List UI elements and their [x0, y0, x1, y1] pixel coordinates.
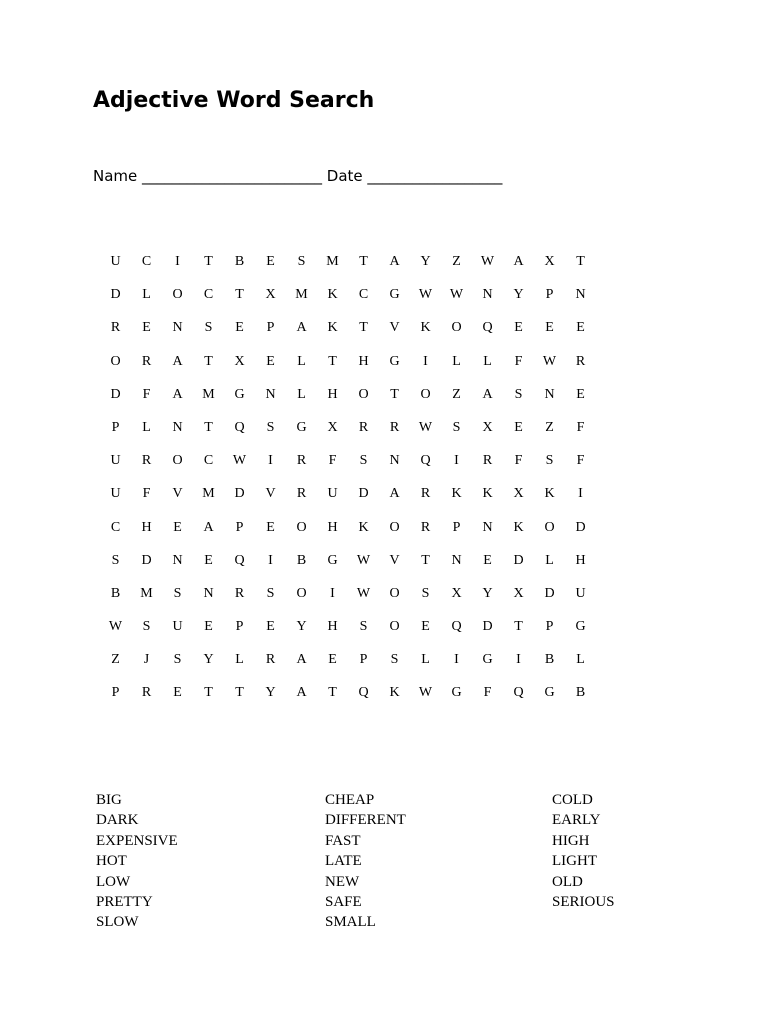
word-list-item: NEW — [325, 873, 360, 890]
grid-letter: L — [142, 419, 151, 435]
grid-letter: N — [203, 585, 214, 601]
grid-letter: H — [327, 386, 338, 402]
grid-letter: E — [266, 254, 275, 269]
grid-letter: R — [141, 685, 152, 701]
word-list-item: HIGH — [552, 832, 590, 849]
grid-letter: F — [514, 453, 523, 469]
grid-letter: S — [266, 585, 275, 601]
grid-letter: X — [544, 254, 555, 269]
grid-letter: F — [514, 353, 523, 369]
word-list-item: SAFE — [325, 894, 362, 911]
grid-letter: S — [514, 386, 523, 402]
grid-letter: O — [110, 353, 121, 369]
grid-letter: I — [175, 254, 180, 269]
grid-letter: Q — [234, 552, 245, 568]
grid-letter: W — [542, 353, 557, 369]
grid-letter: O — [389, 519, 400, 535]
grid-letter: D — [358, 486, 369, 502]
worksheet-title: Adjective Word Search — [93, 88, 375, 113]
grid-letter: E — [483, 552, 492, 568]
grid-letter: I — [268, 453, 273, 469]
grid-letter: X — [513, 585, 524, 601]
grid-letter: E — [142, 320, 151, 336]
grid-letter: V — [389, 320, 400, 336]
grid-letter: E — [576, 320, 585, 336]
grid-letter: A — [389, 486, 400, 502]
grid-letter: G — [544, 685, 555, 701]
grid-letter: O — [420, 386, 431, 402]
grid-letter: A — [172, 386, 183, 402]
grid-letter: O — [172, 453, 183, 469]
grid-letter: H — [358, 353, 369, 369]
grid-letter: T — [390, 386, 399, 402]
grid-letter: T — [204, 254, 213, 269]
grid-letter: M — [202, 386, 215, 402]
grid-letter: Q — [358, 685, 369, 701]
grid-letter: A — [513, 254, 524, 269]
grid-letter: G — [389, 287, 400, 303]
grid-letter: Y — [482, 585, 493, 601]
grid-letter: S — [173, 585, 182, 601]
grid-letter: R — [482, 453, 493, 469]
grid-letter: E — [204, 552, 213, 568]
grid-letter: M — [202, 486, 215, 502]
grid-letter: W — [108, 619, 123, 635]
grid-letter: C — [203, 287, 214, 303]
grid-letter: E — [235, 320, 244, 336]
word-list-item: EARLY — [552, 812, 601, 829]
grid-letter: P — [359, 652, 368, 668]
grid-letter: K — [327, 320, 338, 336]
grid-letter: F — [576, 419, 585, 435]
grid-letter: N — [172, 552, 183, 568]
grid-letter: I — [423, 353, 428, 369]
grid-letter: E — [514, 320, 523, 336]
grid-letter: S — [390, 652, 399, 668]
grid-letter: E — [576, 386, 585, 402]
grid-letter: K — [482, 486, 493, 502]
grid-letter: T — [514, 619, 523, 635]
grid-letter: T — [204, 353, 213, 369]
grid-letter: L — [235, 652, 244, 668]
grid-letter: S — [545, 453, 554, 469]
grid-letter: Y — [513, 287, 524, 303]
grid-letter: E — [173, 685, 182, 701]
grid-letter: U — [110, 254, 121, 269]
grid-letter: D — [110, 287, 121, 303]
grid-letter: B — [296, 552, 307, 568]
grid-letter: Q — [482, 320, 493, 336]
word-list-item: SERIOUS — [552, 894, 615, 911]
grid-letter: W — [356, 585, 371, 601]
grid-letter: K — [451, 486, 462, 502]
grid-letter: N — [172, 320, 183, 336]
grid-letter: T — [328, 685, 337, 701]
grid-letter: Q — [513, 685, 524, 701]
grid-letter: S — [173, 652, 182, 668]
grid-letter: H — [327, 619, 338, 635]
grid-letter: G — [296, 419, 307, 435]
grid-letter: D — [544, 585, 555, 601]
grid-letter: I — [454, 453, 459, 469]
grid-letter: R — [420, 486, 431, 502]
grid-letter: T — [235, 685, 244, 701]
grid-letter: O — [389, 619, 400, 635]
grid-letter: P — [452, 519, 461, 535]
word-list-item: SLOW — [96, 914, 139, 931]
grid-letter: C — [141, 254, 152, 269]
grid-letter: O — [389, 585, 400, 601]
grid-letter: G — [389, 353, 400, 369]
grid-letter: P — [235, 519, 244, 535]
grid-letter: E — [266, 619, 275, 635]
word-list-item: DARK — [96, 812, 139, 829]
grid-letter: T — [421, 552, 430, 568]
grid-letter: N — [265, 386, 276, 402]
grid-letter: W — [232, 453, 247, 469]
grid-letter: K — [358, 519, 369, 535]
grid-letter: I — [268, 552, 273, 568]
grid-letter: S — [297, 254, 306, 269]
grid-letter: R — [265, 652, 276, 668]
grid-letter: S — [359, 453, 368, 469]
grid-letter: P — [111, 685, 120, 701]
grid-letter: Y — [296, 619, 307, 635]
grid-letter: M — [140, 585, 153, 601]
grid-letter: S — [204, 320, 213, 336]
grid-letter: N — [482, 287, 493, 303]
grid-letter: Z — [545, 419, 554, 435]
grid-letter: D — [575, 519, 586, 535]
grid-letter: O — [296, 585, 307, 601]
grid-letter: K — [544, 486, 555, 502]
grid-letter: V — [265, 486, 276, 502]
word-list-item: LIGHT — [552, 853, 597, 870]
grid-letter: S — [452, 419, 461, 435]
word-list-item: COLD — [552, 792, 593, 808]
grid-letter: A — [389, 254, 400, 269]
grid-letter: W — [449, 287, 464, 303]
grid-letter: N — [544, 386, 555, 402]
grid-letter: F — [142, 386, 151, 402]
grid-letter: X — [327, 419, 338, 435]
grid-letter: N — [451, 552, 462, 568]
grid-letter: R — [575, 353, 586, 369]
grid-letter: C — [358, 287, 369, 303]
grid-letter: I — [516, 652, 521, 668]
grid-letter: L — [421, 652, 430, 668]
grid-letter: N — [575, 287, 586, 303]
grid-letter: X — [451, 585, 462, 601]
grid-letter: T — [359, 254, 368, 269]
grid-letter: G — [234, 386, 245, 402]
grid-letter: L — [545, 552, 554, 568]
grid-letter: H — [327, 519, 338, 535]
grid-letter: P — [235, 619, 244, 635]
grid-letter: A — [296, 652, 307, 668]
grid-letter: F — [576, 453, 585, 469]
grid-letter: G — [575, 619, 586, 635]
grid-letter: D — [234, 486, 245, 502]
grid-letter: Z — [452, 254, 461, 269]
grid-letter: R — [141, 353, 152, 369]
grid-letter: Q — [451, 619, 462, 635]
word-list-item: EXPENSIVE — [96, 832, 178, 849]
grid-letter: W — [356, 552, 371, 568]
grid-letter: E — [173, 519, 182, 535]
grid-letter: X — [513, 486, 524, 502]
word-list-item: CHEAP — [325, 792, 375, 808]
letter-grid — [100, 250, 596, 715]
grid-letter: S — [142, 619, 151, 635]
grid-letter: X — [482, 419, 493, 435]
grid-letter: F — [483, 685, 492, 701]
grid-letter: G — [327, 552, 338, 568]
grid-letter: M — [326, 254, 339, 269]
word-list-item: OLD — [552, 873, 583, 890]
grid-letter: L — [142, 287, 151, 303]
grid-letter: E — [514, 419, 523, 435]
grid-letter: U — [110, 486, 121, 502]
grid-letter: R — [358, 419, 369, 435]
grid-letter: W — [480, 254, 495, 269]
grid-letter: B — [575, 685, 586, 701]
word-list-item: DIFFERENT — [325, 812, 406, 829]
grid-letter: T — [576, 254, 585, 269]
grid-letter: C — [110, 519, 121, 535]
grid-letter: B — [234, 254, 245, 269]
grid-letter: F — [328, 453, 337, 469]
grid-letter: A — [172, 353, 183, 369]
grid-letter: Q — [234, 419, 245, 435]
grid-letter: R — [141, 453, 152, 469]
grid-letter: W — [418, 287, 433, 303]
grid-letter: E — [266, 353, 275, 369]
grid-letter: U — [172, 619, 183, 635]
grid-letter: E — [545, 320, 554, 336]
grid-letter: L — [297, 353, 306, 369]
grid-letter: T — [328, 353, 337, 369]
word-list-item: BIG — [96, 792, 122, 808]
grid-letter: L — [483, 353, 492, 369]
grid-letter: R — [296, 486, 307, 502]
grid-letter: P — [266, 320, 275, 336]
grid-letter: W — [418, 419, 433, 435]
grid-letter: R — [420, 519, 431, 535]
grid-letter: V — [172, 486, 183, 502]
grid-letter: Z — [111, 652, 120, 668]
grid-letter: B — [544, 652, 555, 668]
grid-letter: J — [143, 652, 150, 668]
grid-letter: T — [204, 685, 213, 701]
grid-letter: U — [327, 486, 338, 502]
grid-letter: A — [296, 320, 307, 336]
word-list-item: PRETTY — [96, 894, 153, 911]
grid-letter: Y — [265, 685, 276, 701]
grid-letter: S — [421, 585, 430, 601]
word-list-item: LOW — [96, 873, 131, 890]
grid-letter: D — [141, 552, 152, 568]
grid-letter: P — [545, 619, 554, 635]
grid-letter: A — [203, 519, 214, 535]
grid-letter: N — [389, 453, 400, 469]
grid-letter: R — [234, 585, 245, 601]
grid-letter: Z — [452, 386, 461, 402]
grid-letter: G — [451, 685, 462, 701]
grid-letter: V — [389, 552, 400, 568]
word-list-item: SMALL — [325, 914, 376, 931]
grid-letter: P — [111, 419, 120, 435]
grid-letter: X — [265, 287, 276, 303]
grid-letter: A — [296, 685, 307, 701]
grid-letter: C — [203, 453, 214, 469]
grid-letter: I — [578, 486, 583, 502]
word-list-item: HOT — [96, 853, 127, 870]
grid-letter: H — [141, 519, 152, 535]
grid-letter: S — [359, 619, 368, 635]
grid-letter: G — [482, 652, 493, 668]
grid-letter: H — [575, 552, 586, 568]
grid-letter: O — [544, 519, 555, 535]
grid-letter: O — [451, 320, 462, 336]
word-list-item: FAST — [325, 832, 361, 849]
grid-letter: E — [421, 619, 430, 635]
grid-letter: P — [545, 287, 554, 303]
grid-letter: E — [328, 652, 337, 668]
grid-letter: W — [418, 685, 433, 701]
grid-letter: X — [234, 353, 245, 369]
grid-letter: K — [420, 320, 431, 336]
grid-letter: I — [454, 652, 459, 668]
grid-letter: R — [389, 419, 400, 435]
grid-letter: D — [513, 552, 524, 568]
word-list-item: LATE — [325, 853, 362, 870]
grid-letter: O — [172, 287, 183, 303]
grid-letter: L — [576, 652, 585, 668]
grid-letter: O — [358, 386, 369, 402]
grid-letter: F — [142, 486, 151, 502]
word-list-column-2 — [325, 790, 406, 933]
grid-letter: O — [296, 519, 307, 535]
grid-letter: I — [330, 585, 335, 601]
name-date-line: Name ________________________ Date __________________ — [93, 167, 503, 185]
word-list-column-3 — [552, 790, 615, 912]
grid-letter: K — [327, 287, 338, 303]
grid-letter: A — [482, 386, 493, 402]
word-list-column-1 — [96, 790, 178, 933]
grid-letter: T — [204, 419, 213, 435]
grid-letter: S — [111, 552, 120, 568]
grid-letter: R — [296, 453, 307, 469]
grid-letter: T — [235, 287, 244, 303]
grid-letter: L — [452, 353, 461, 369]
grid-letter: N — [172, 419, 183, 435]
grid-letter: Y — [420, 254, 431, 269]
grid-letter: E — [266, 519, 275, 535]
grid-letter: U — [110, 453, 121, 469]
grid-letter: N — [482, 519, 493, 535]
grid-letter: T — [359, 320, 368, 336]
grid-letter: Y — [203, 652, 214, 668]
grid-letter: M — [295, 287, 308, 303]
grid-letter: R — [110, 320, 121, 336]
grid-letter: U — [575, 585, 586, 601]
grid-letter: B — [110, 585, 121, 601]
grid-letter: D — [482, 619, 493, 635]
grid-letter: D — [110, 386, 121, 402]
grid-letter: K — [389, 685, 400, 701]
grid-letter: E — [204, 619, 213, 635]
grid-letter: Q — [420, 453, 431, 469]
grid-letter: K — [513, 519, 524, 535]
grid-letter: L — [297, 386, 306, 402]
grid-letter: S — [266, 419, 275, 435]
